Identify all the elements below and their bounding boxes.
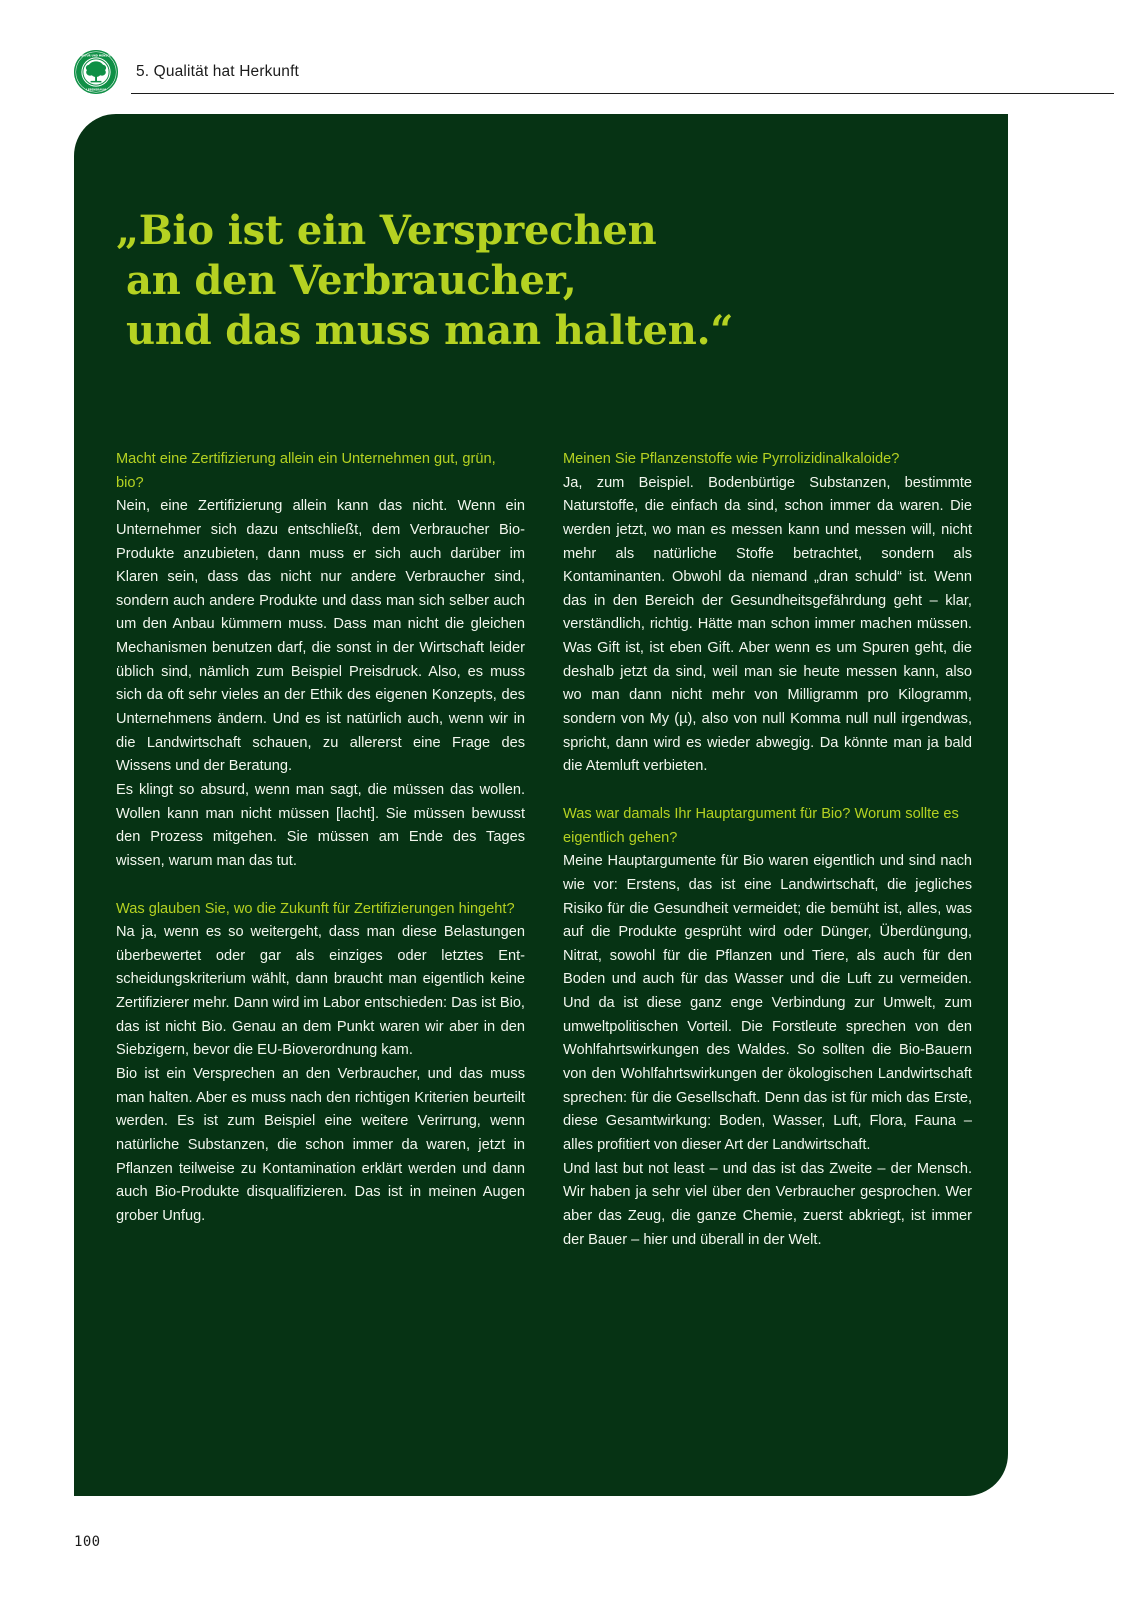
- tree-emblem-icon: [74, 50, 118, 94]
- svg-text:LEBENSRAUM: LEBENSRAUM: [86, 88, 106, 92]
- page-number: 100: [74, 1534, 101, 1550]
- pull-quote-line-3: und das muss man halten.“: [126, 307, 734, 355]
- interview-answer: Es klingt so absurd, wenn man sagt, die müssen das wollen. Wollen kann man nicht müssen [lacht]. Sie müssen bewusst den Prozess mitgehen. Sie müssen am Ende des Tages wissen, warum man das tut.: [116, 781, 525, 869]
- interview-answer: Bio ist ein Versprechen an den Verbraucher, und das muss man halten. Aber es muss nach den richtigen Kriterien beurteilt werden. Es ist zum Beispiel eine weitere Verirrung, wenn natürliche Substanzen, die schon immer da waren, jetzt in Pflanzen teilweise zu Kontamination erklärt werden und dann auch Bio-Produkte disqualifizieren. Das ist in meinen Augen grober Unfug.: [116, 1066, 525, 1224]
- pull-quote-line-1: „Bio ist ein Versprechen: [116, 207, 657, 254]
- qa-block: [116, 898, 525, 1229]
- interview-answer: Nein, eine Zertifizierung allein kann das nicht. Wenn ein Unternehmer sich dazu entschließt, dem Verbraucher Bio-Produkte anzubieten, dann muss er sich auch darüber im Klaren sein, dass das nicht nur andere Verbraucher sind, sondern auch andere Produkte und dass man sich selber auch um den Anbau kümmern muss. Dass man nicht die gleichen Mechanismen benutzen darf, die sonst in der Wirtschaft leider üblich sind, nämlich zum Beispiel Preisdruck. Also, es muss sich da oft sehr vieles an der Ethik des eigenen Konzepts, des Unternehmens ändern. Und es ist natürlich auch, wenn wir in die Landwirtschaft schauen, zu allererst eine Frage des Wissens und der Beratung.: [116, 498, 525, 775]
- interview-question: Macht eine Zertifizierung allein ein Unternehmen gut, grün, bio?: [116, 451, 496, 491]
- interview-answer: Und last but not least – und das ist das Zweite – der Mensch. Wir haben ja sehr viel über den Verbraucher gesprochen. Wer aber das Zeug, die ganze Chemie, zuerst abkriegt, ist immer der Bauer – hier und überall in der Welt.: [563, 1160, 972, 1248]
- pull-quote: [116, 206, 916, 357]
- column-left: [116, 448, 525, 1252]
- interview-answer: Ja, zum Beispiel. Bodenbürtige Substanzen, bestimmte Naturstoffe, die einfach da sind, schon immer da waren. Die werden jetzt, wo man es messen kann und messen will, nicht mehr als natürliche Stoffe betrachtet, sondern als Kontaminanten. Obwohl da niemand „dran schuld“ ist. Wenn das in den Bereich der Gesundheitsgefährdung geht – klar, verständlich, richtig. Hätte man schon immer machen müssen. Was Gift ist, ist eben Gift. Aber wenn es um Spuren geht, die deshalb jetzt da sind, weil man sie heute messen kann, also wo man dann nicht mehr von Milligramm pro Kilogramm, sondern von My (µ), also von null Komma null null irgendwas, spricht, dann wird es wieder abwegig. Da könnte man ja bald die Atemluft verbieten.: [563, 474, 972, 775]
- pull-quote-line-2: an den Verbraucher,: [126, 257, 577, 305]
- qa-block: [563, 803, 972, 1252]
- feature-panel: [74, 114, 1008, 1496]
- interview-question: Was war damals Ihr Hauptargument für Bio? Worum sollte es eigentlich gehen?: [563, 805, 959, 846]
- svg-text:NATUR UND MENSCH: NATUR UND MENSCH: [80, 54, 112, 58]
- interview-question: Was glauben Sie, wo die Zukunft für Zertifizierungen hingeht?: [116, 900, 515, 917]
- header-divider: [131, 93, 1114, 94]
- qa-block: [116, 448, 525, 874]
- interview-answer: Meine Hauptargumente für Bio waren eigentlich und sind nach wie vor: Erstens, das ist eine Landwirtschaft, die jegliches Risiko für die Gesundheit vermeidet; die bemüht ist, alles, was auf die Produkte gesprüht wird oder Dünger, Überdüngung, Nitrat, sowohl für die Pflanzen und Tiere, als auch für den Boden und auch für das Wasser und die Luft zu vermeiden. Und da ist diese ganz enge Verbindung zur Umwelt, zum umweltpolitischen Vorteil. Die Forstleute sprechen von den Wohlfahrtswirkungen des Waldes. So sollten die Bio-Bauern von den Wohlfahrtswirkungen der ökologischen Landwirtschaft sprechen: für die Gesellschaft. Denn das ist für mich das Erste, diese Gesamtwirkung: Boden, Wasser, Luft, Flora, Fauna – alles profitiert von dieser Art der Landwirtschaft.: [563, 853, 972, 1153]
- interview-answer: Na ja, wenn es so weitergeht, dass man diese Belastungen überbewertet oder gar als einziges oder letztes Entscheidungskriterium wählt, dann braucht man eigentlich keine Zertifizierer mehr. Dann wird im Labor entschieden: Das ist Bio, das ist nicht Bio. Genau an dem Punkt waren wir aber in den Siebzigern, bevor die EU-Bioverordnung kam.: [116, 924, 525, 1059]
- interview-question: Meinen Sie Pflanzenstoffe wie Pyrrolizidinalkaloide?: [563, 451, 900, 467]
- running-head: [74, 48, 1058, 96]
- interview-columns: [116, 448, 972, 1252]
- qa-block: [563, 448, 972, 779]
- column-right: [563, 448, 972, 1252]
- chapter-title: 5. Qualität hat Herkunft: [136, 63, 299, 81]
